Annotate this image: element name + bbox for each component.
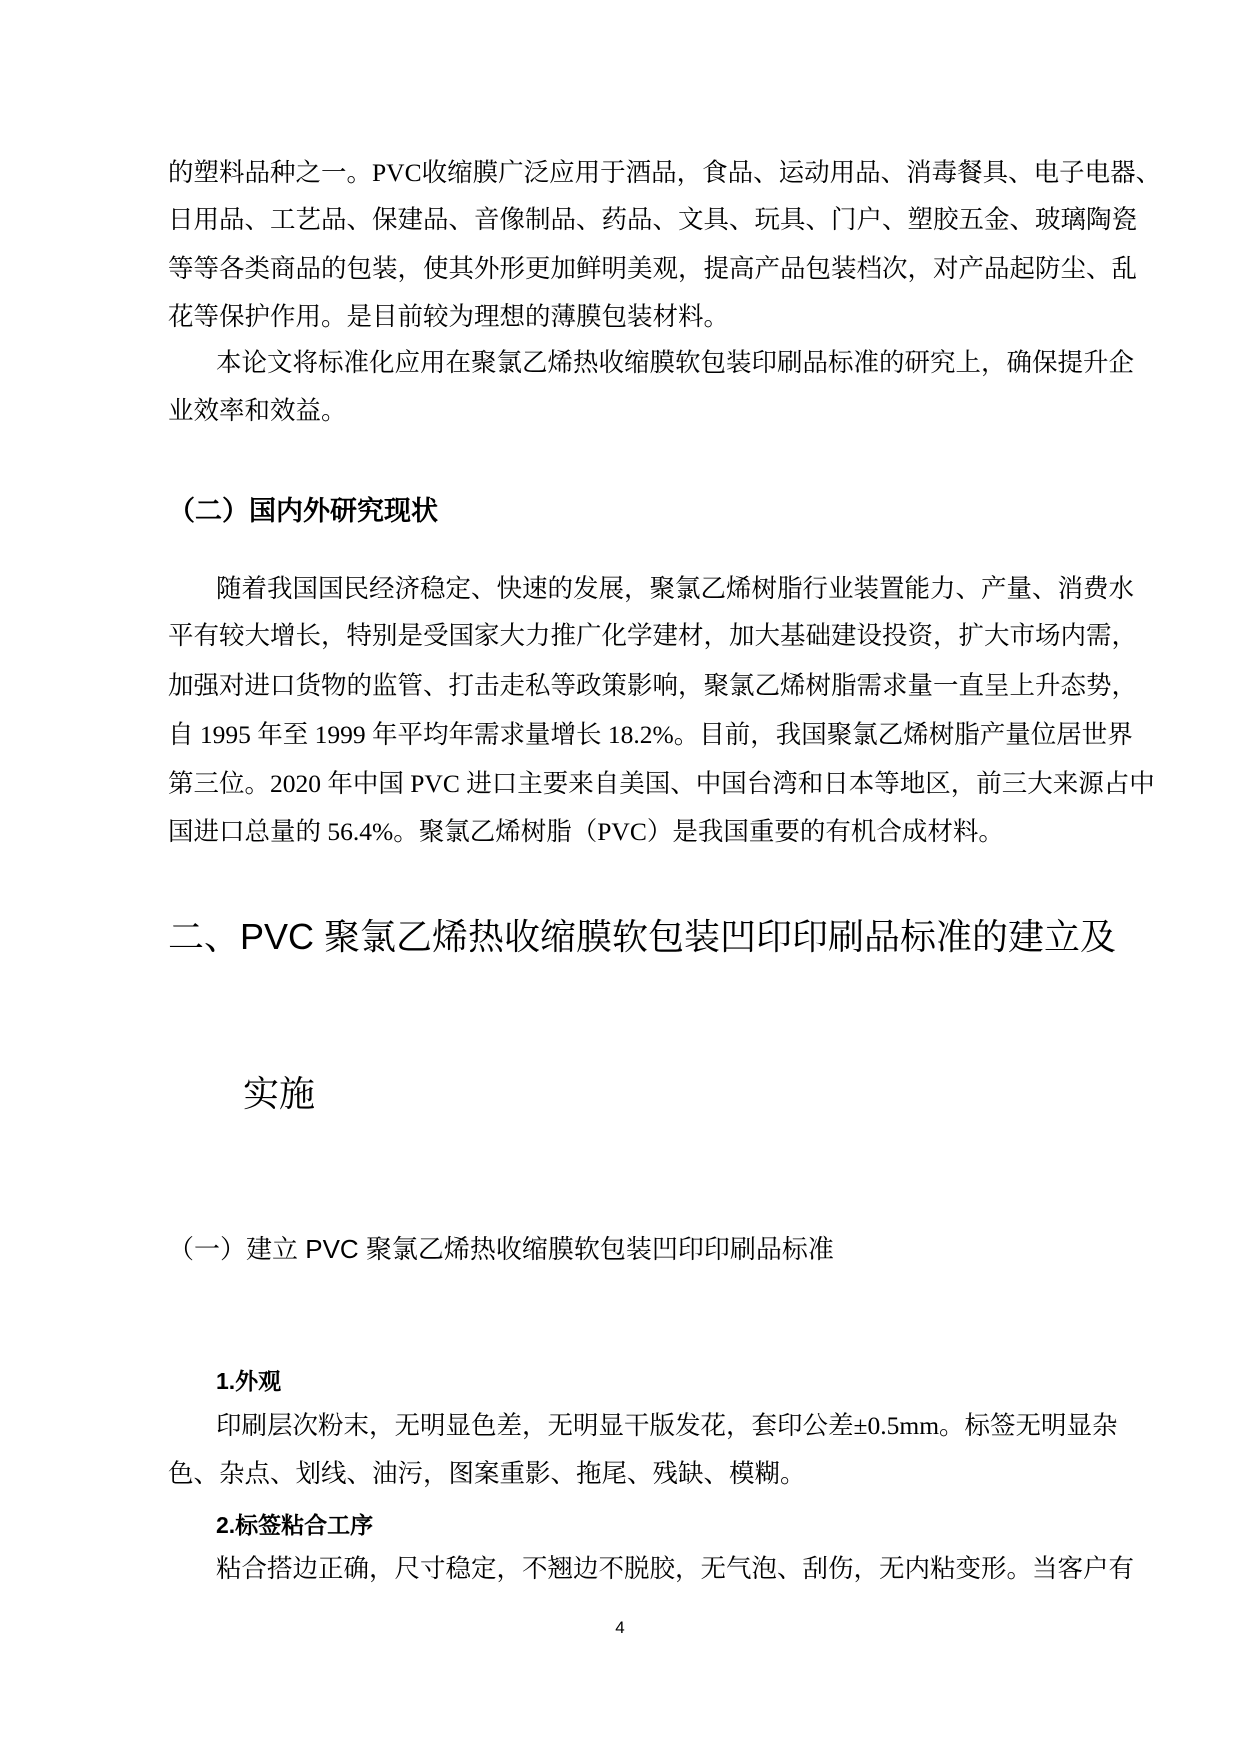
paragraph-line: 加强对进口货物的监管、打击走私等政策影响，聚氯乙烯树脂需求量一直呈上升态势， [168,671,1138,700]
paragraph-line: 业效率和效益。 [168,396,347,425]
section-heading: （二）国内外研究现状 [168,496,438,526]
paragraph-line: 平有较大增长，特别是受国家大力推广化学建材，加大基础建设投资，扩大市场内需， [168,621,1138,650]
paragraph-line: 粘合搭边正确，尺寸稳定，不翘边不脱胶，无气泡、刮伤，无内粘变形。当客户有 [216,1554,1135,1583]
paragraph-line: 等等各类商品的包装，使其外形更加鲜明美观，提高产品包装档次，对产品起防尘、乱 [168,254,1138,283]
subsection-title: （一）建立 PVC 聚氯乙烯热收缩膜软包装凹印印刷品标准 [168,1234,834,1264]
paragraph-line: 的塑料品种之一。PVC收缩膜广泛应用于酒品，食品、运动用品、消毒餐具、电子电器、 [168,158,1162,187]
paragraph-line: 自 1995 年至 1999 年平均年需求量增长 18.2%。目前，我国聚氯乙烯树脂产量位居世界 [168,720,1133,749]
paragraph-line: 日用品、工艺品、保建品、音像制品、药品、文具、玩具、门户、塑胶五金、玻璃陶瓷 [168,205,1138,234]
paragraph-line: 第三位。2020 年中国 PVC 进口主要来自美国、中国台湾和日本等地区，前三大来源占中 [168,769,1155,798]
paragraph-line: 花等保护作用。是目前较为理想的薄膜包装材料。 [168,302,730,331]
paragraph-line: 色、杂点、划线、油污，图案重影、拖尾、残缺、模糊。 [168,1459,806,1488]
chapter-title: 二、PVC 聚氯乙烯热收缩膜软包装凹印印刷品标准的建立及 [168,916,1117,957]
paragraph-line: 国进口总量的 56.4%。聚氯乙烯树脂（PVC）是我国重要的有机合成材料。 [168,817,1004,846]
item-title: 1.外观 [216,1368,282,1394]
chapter-title-continued: 实施 [243,1073,316,1114]
item-title: 2.标签粘合工序 [216,1512,374,1538]
page-number: 4 [615,1618,625,1637]
paragraph-line: 随着我国国民经济稳定、快速的发展，聚氯乙烯树脂行业装置能力、产量、消费水 [216,574,1135,603]
paragraph-line: 本论文将标准化应用在聚氯乙烯热收缩膜软包装印刷品标准的研究上，确保提升企 [216,348,1135,377]
paragraph-line: 印刷层次粉末，无明显色差，无明显干版发花，套印公差±0.5mm。标签无明显杂 [216,1411,1118,1440]
